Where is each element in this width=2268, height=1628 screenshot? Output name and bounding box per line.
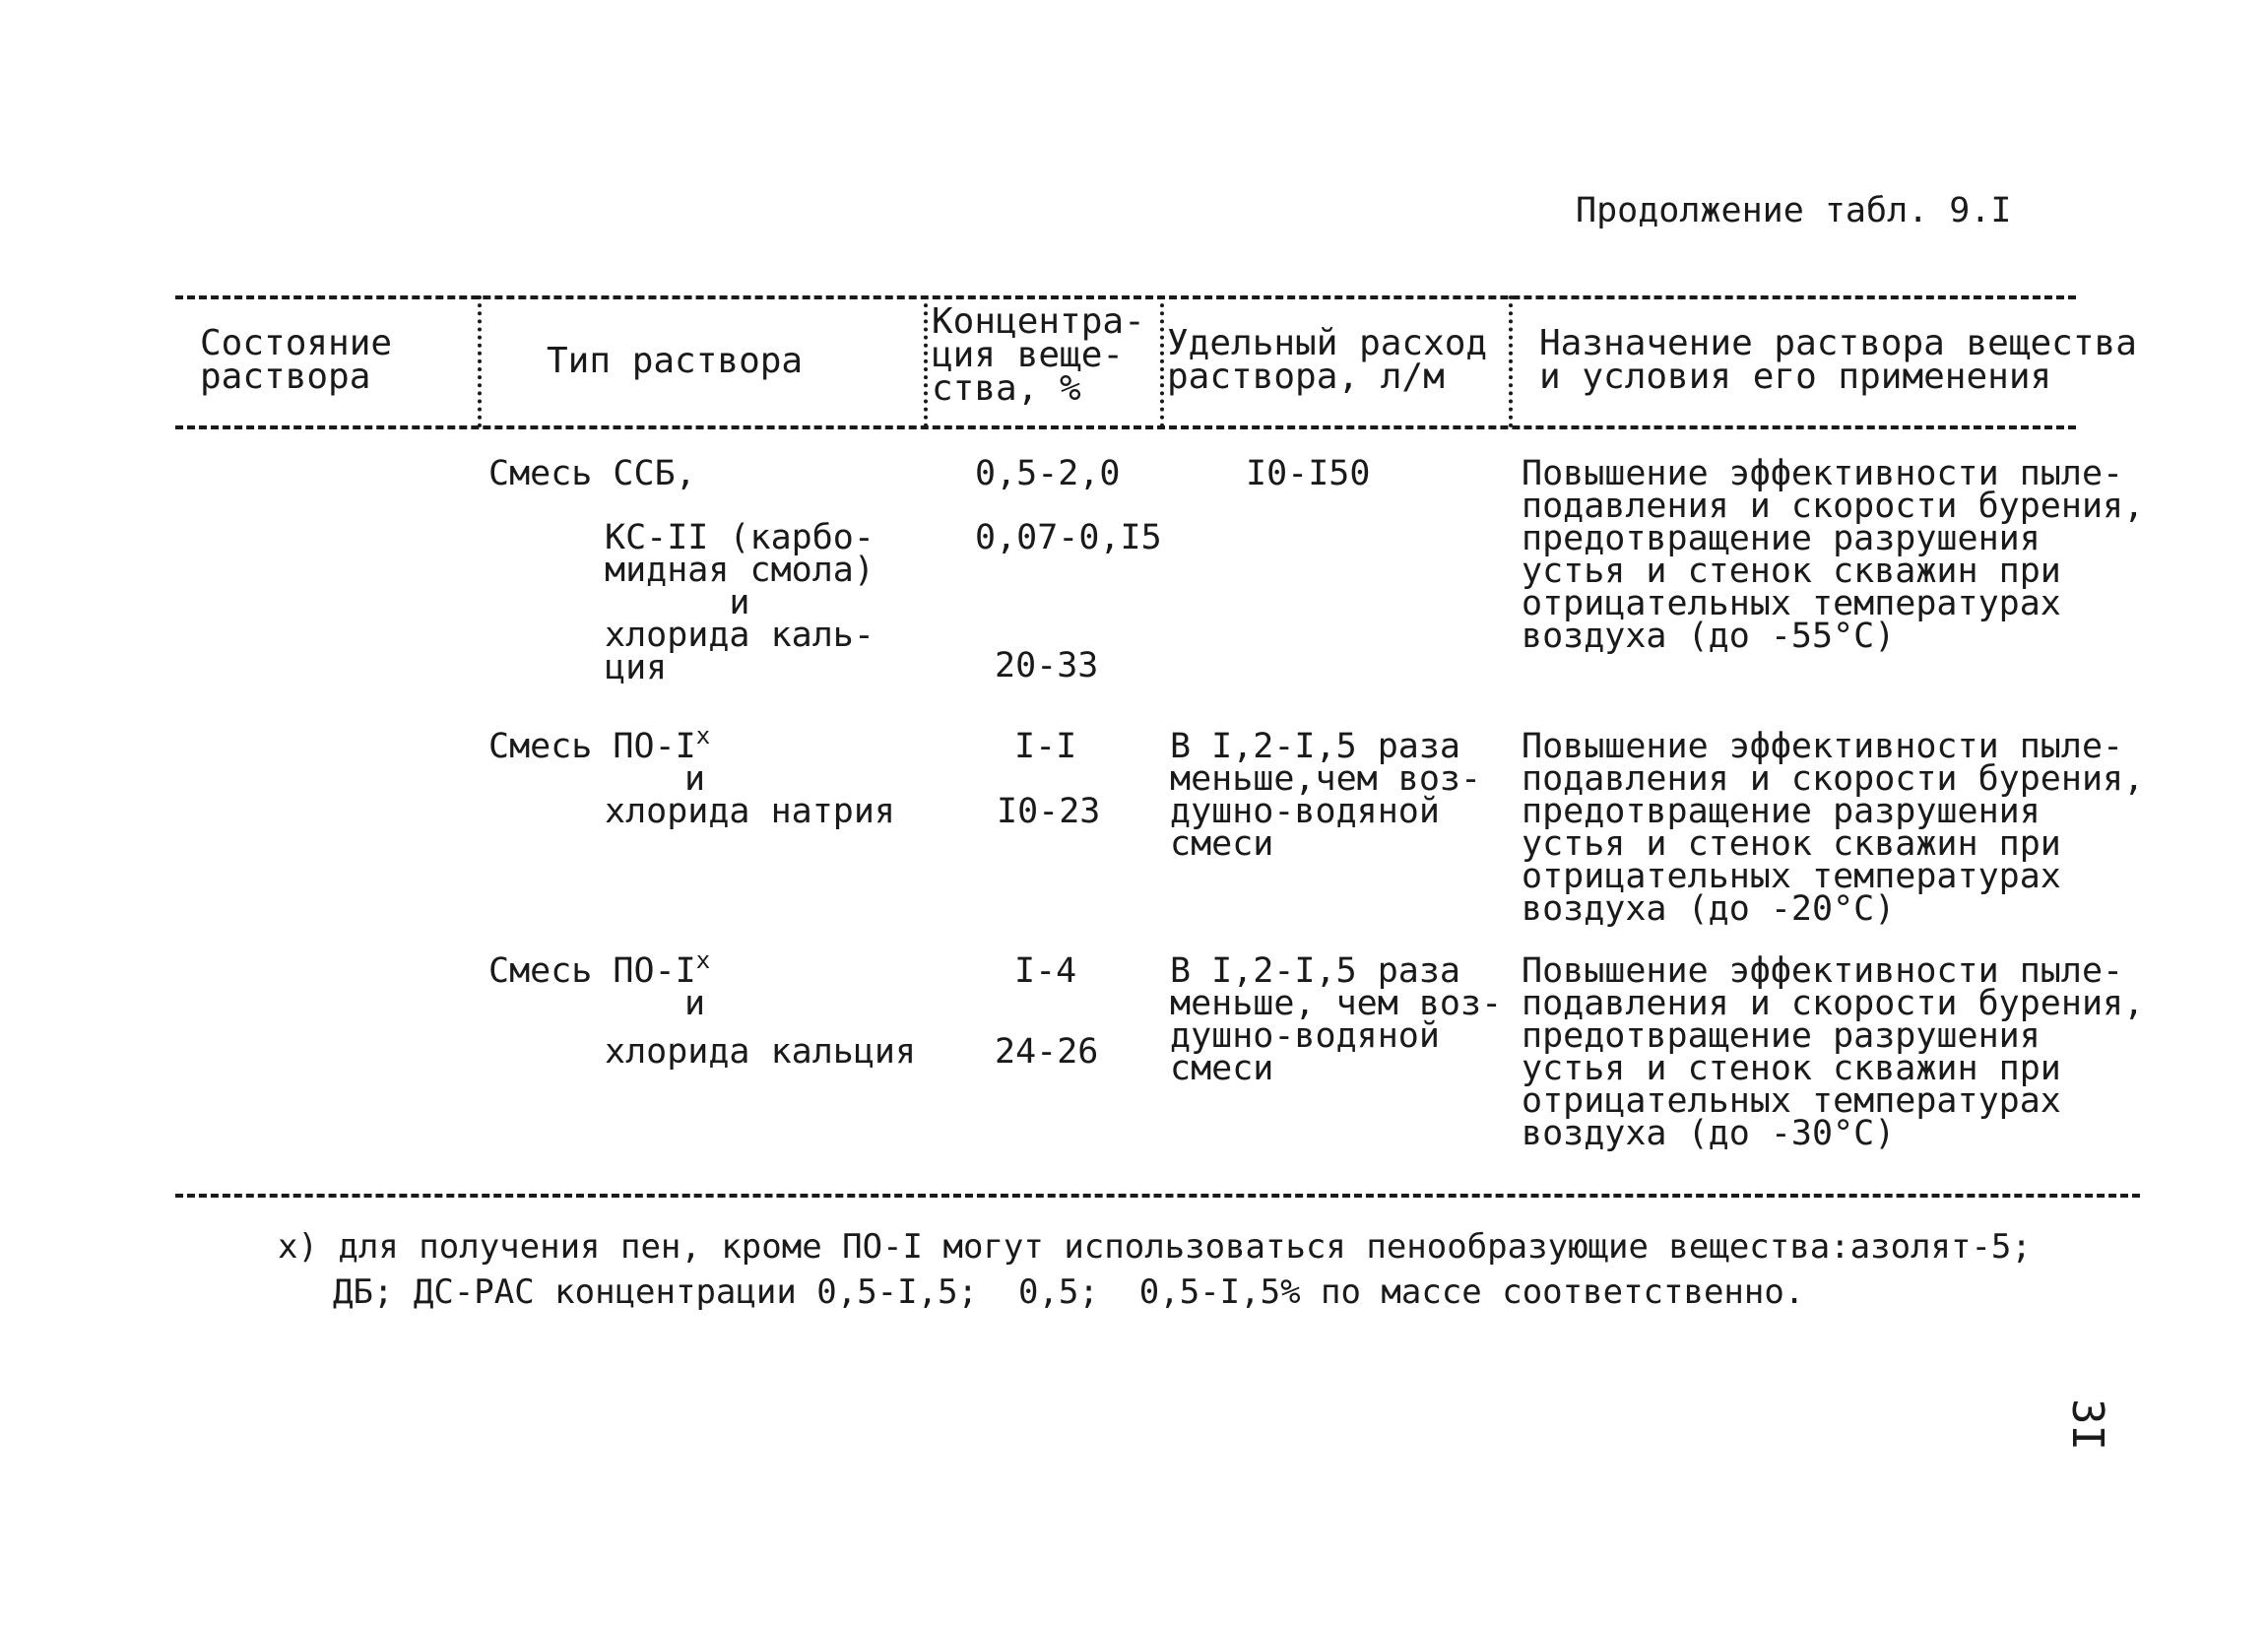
row-1-conc-3: 20-33: [995, 646, 1099, 685]
row-3-conc-1: I-4: [1014, 951, 1077, 991]
row-2-conc-2: I0-23: [997, 792, 1101, 831]
footnote-mark: x: [695, 946, 711, 974]
row-3-rate: В I,2-I,5 раза меньше, чем воз- душно-водяной смеси: [1170, 951, 1503, 1088]
row-2-rate: В I,2-I,5 раза меньше,чем воз- душно-водяной смеси: [1170, 727, 1482, 864]
header-separator-1: [478, 295, 482, 427]
footnote-mark: x: [695, 722, 711, 749]
row-2-type-and: и: [684, 759, 706, 799]
row-2-conc-1: I-I: [1014, 727, 1077, 766]
row-1-type-rest: КС-II (карбо- мидная смола) и хлорида каль- ция: [605, 518, 875, 687]
header-state: Состояние раствора: [200, 323, 393, 397]
header-purpose: Назначение раствора вещества и условия его применения: [1539, 323, 2137, 397]
table-caption: Продолжение табл. 9.I: [1576, 191, 2012, 230]
header-top-rule: [175, 295, 2076, 299]
row-3-conc-2: 24-26: [995, 1032, 1099, 1072]
row-2-type-title: Смесь $ПО-I^x$: [488, 722, 711, 766]
header-type: Тип раствора: [547, 341, 804, 381]
page-number: 3I: [2062, 1399, 2112, 1451]
table-bottom-rule: [175, 1194, 2140, 1198]
footnote-line-1: х) для получения пен, кроме ПО-I могут использоваться пенообразующие вещества:азолят-5;: [278, 1227, 2032, 1267]
row-3-type-rest: хлорида кальция: [605, 1032, 917, 1072]
row-2-type-rest: хлорида натрия: [605, 792, 896, 831]
header-bottom-rule: [175, 425, 2076, 429]
row-1-purpose: Повышение эффективности пыле- подавления и скорости бурения, предотвращение разрушения устья и стенок скважин при отрицательных температурах воздуха (до -55°С): [1522, 454, 2145, 656]
header-concentration: Концентра- ция веще- ства, %: [932, 301, 1145, 409]
row-1-conc-2: 0,07-0,I5: [975, 518, 1162, 557]
header-separator-3: [1160, 295, 1164, 427]
header-separator-2: [924, 295, 928, 427]
row-3-type-and: и: [684, 984, 706, 1023]
header-rate: Удельный расход раствора, л/м: [1167, 323, 1488, 397]
row-3-purpose: Повышение эффективности пыле- подавления и скорости бурения, предотвращение разрушения устья и стенок скважин при отрицательных температурах воздуха (до -30°С): [1522, 951, 2145, 1153]
row-1-type-title: Смесь ССБ,: [488, 454, 696, 493]
row-3-type-title: Смесь $ПО-I^x$: [488, 946, 711, 991]
footnote-line-2: ДБ; ДС-РАС концентрации 0,5-I,5; 0,5; 0,5-I,5% по массе соответственно.: [333, 1272, 1805, 1312]
row-2-purpose: Повышение эффективности пыле- подавления и скорости бурения, предотвращение разрушения устья и стенок скважин при отрицательных температурах воздуха (до -20°С): [1522, 727, 2145, 929]
row-1-conc-1: 0,5-2,0: [975, 454, 1121, 493]
row-1-rate: I0-I50: [1246, 454, 1371, 493]
header-separator-4: [1509, 295, 1513, 427]
